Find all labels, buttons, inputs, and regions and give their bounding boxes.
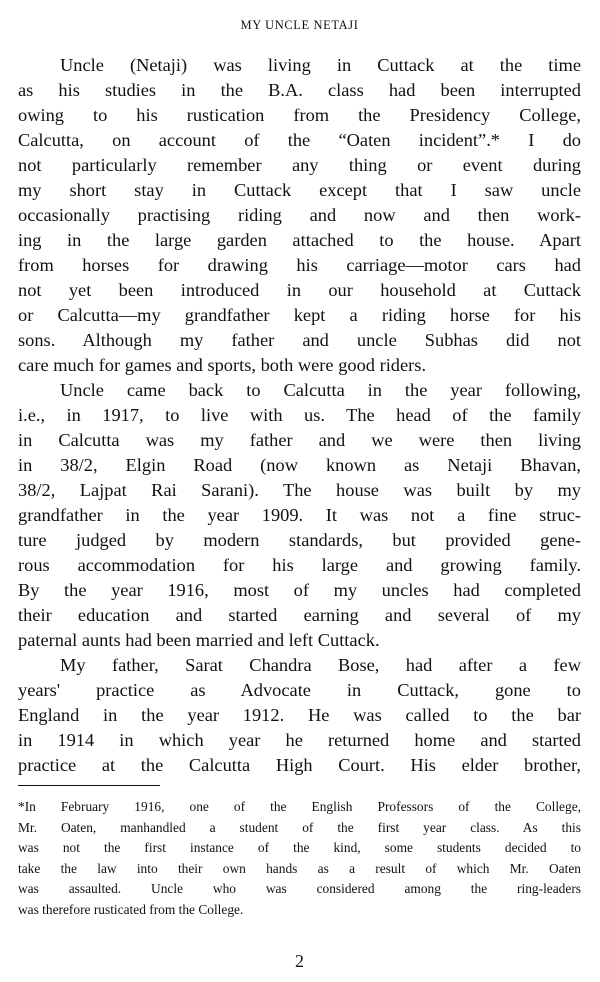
footnote-line: was not the first instance of the kind, some students decided to [18,840,581,856]
text-line: occasionally practising riding and now and then work- [18,205,581,225]
footnote [18,797,581,921]
text-line: grandfather in the year 1909. It was not a fine struc- [18,505,581,525]
text-line: not particularly remember any thing or event during [18,155,581,175]
page-number: 2 [295,951,304,971]
footnote-line: Mr. Oaten, manhandled a student of the first year class. As this [18,819,581,835]
paragraph-1 [18,53,581,378]
body-text [18,53,581,778]
text-line: ing in the large garden attached to the house. Apart [18,230,581,250]
text-line: Uncle (Netaji) was living in Cuttack at the time [60,55,581,75]
text-line: years' practice as Advocate in Cuttack, gone to [18,680,581,700]
text-line: in 38/2, Elgin Road (now known as Netaji Bhavan, [18,455,581,475]
text-line: practice at the Calcutta High Court. His elder brother, [18,755,581,775]
text-line: i.e., in 1917, to live with us. The head of the family [18,405,581,425]
text-line: Uncle came back to Calcutta in the year following, [60,380,581,400]
paragraph-2 [18,378,581,653]
text-line: By the year 1916, most of my uncles had completed [18,580,581,600]
footnote-line: was assaulted. Uncle who was considered among the ring-leaders [18,881,581,897]
text-line: ture judged by modern standards, but provided gene- [18,530,581,550]
text-line: 38/2, Lajpat Rai Sarani). The house was built by my [18,480,581,500]
text-line: owing to his rustication from the Presidency College, [18,105,581,125]
text-line: care much for games and sports, both were good riders. [18,355,427,375]
text-line: My father, Sarat Chandra Bose, had after a few [60,655,581,675]
text-line: paternal aunts had been married and left Cuttack. [18,630,380,650]
text-line: rous accommodation for his large and growing family. [18,555,581,575]
text-line: or Calcutta—my grandfather kept a riding horse for his [18,305,581,325]
footnote-line: take the law into their own hands as a result of which Mr. Oaten [18,860,581,876]
footnote-line: was therefore rusticated from the College. [18,901,244,917]
text-line: not yet been introduced in our household at Cuttack [18,280,581,300]
text-line: from horses for drawing his carriage—motor cars had [18,255,581,275]
text-line: England in the year 1912. He was called to the bar [18,705,581,725]
running-head: MY UNCLE NETAJI [240,18,359,32]
text-line: their education and started earning and several of my [18,605,581,625]
text-line: sons. Although my father and uncle Subhas did not [18,330,581,350]
text-line: in 1914 in which year he returned home and started [18,730,581,750]
text-line: as his studies in the B.A. class had been interrupted [18,80,581,100]
text-line: Calcutta, on account of the “Oaten incident”.* I do [18,130,581,150]
book-page [18,0,581,982]
text-line: my short stay in Cuttack except that I saw uncle [18,180,581,200]
paragraph-3 [18,653,581,778]
text-line: in Calcutta was my father and we were then living [18,430,581,450]
footnote-rule [18,785,160,786]
footnote-line: *In February 1916, one of the English Professors of the College, [18,799,581,814]
